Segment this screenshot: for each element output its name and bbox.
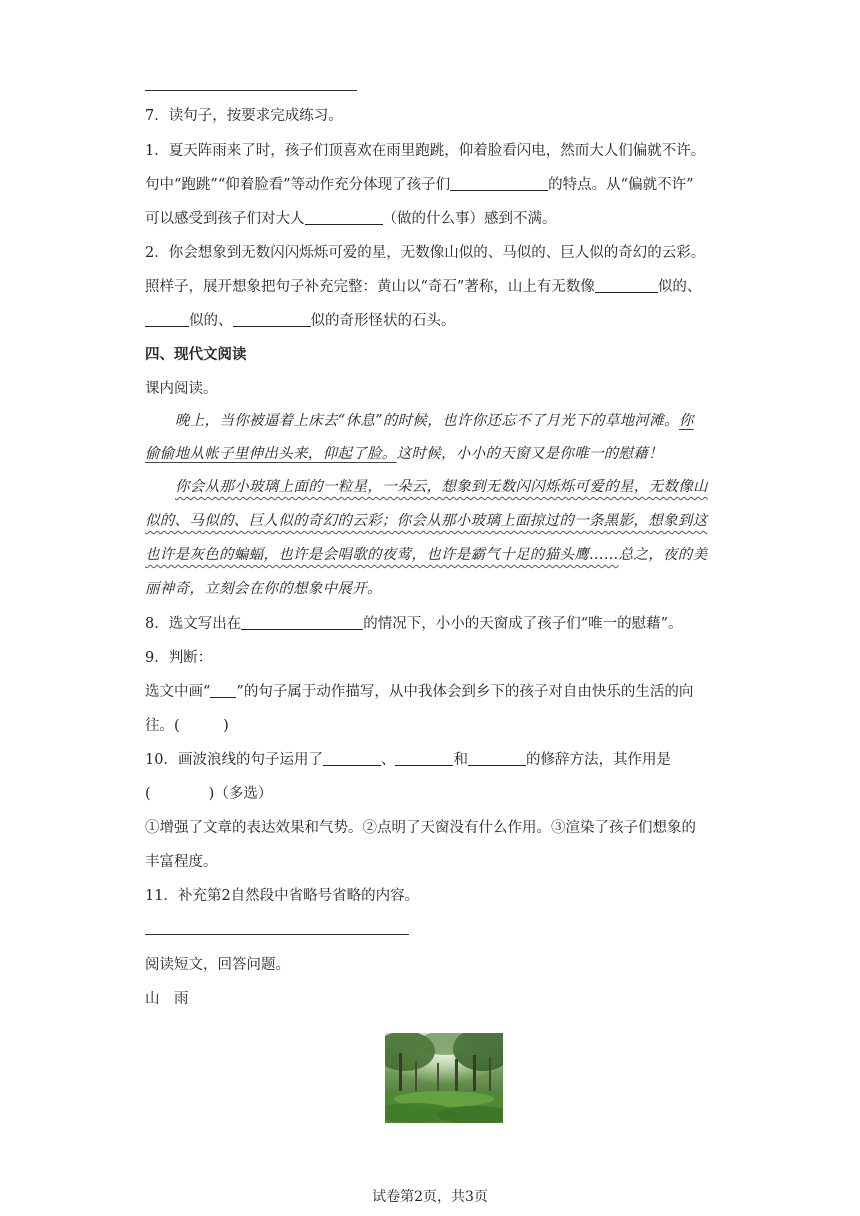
q7-s1-line1: 1．夏天阵雨来了时，孩子们顶喜欢在雨里跑跳，仰着脸看闪电，然而大人们偏就不许。	[145, 143, 706, 159]
blank[interactable]	[595, 278, 658, 293]
q10-line1: 10．画波浪线的句子运用了 、 和 的修辞方法，其作用是	[145, 752, 671, 768]
q10-options-line1: ①增强了文章的表达效果和气势。②点明了天窗没有什么作用。③渲染了孩子们想象的	[145, 820, 696, 836]
blank[interactable]	[210, 683, 236, 698]
page-footer: 试卷第2页，共3页	[372, 1189, 488, 1205]
blank[interactable]	[395, 751, 453, 766]
q9-line1: 选文中画“ ”的句子属于动作描写，从中我体会到乡下的孩子对自由快乐的生活的向	[145, 684, 694, 700]
reading-intro: 课内阅读。	[145, 381, 218, 397]
blank[interactable]	[233, 312, 311, 327]
answer-line	[145, 90, 357, 91]
q7-s2-line2: 照样子，展开想象把句子补充完整：黄山以“奇石”著称，山上有无数像 似的、	[145, 279, 702, 295]
passage-p2-line4: 丽神奇，立刻会在你的想象中展开。	[145, 581, 382, 597]
blank[interactable]	[468, 751, 526, 766]
underlined-sentence: 偷偷地从帐子里伸出头来，仰起了脸。	[145, 446, 397, 462]
q10-options-line2: 丰富程度。	[145, 854, 218, 870]
blank[interactable]	[241, 615, 363, 630]
passage-p2-line2: 似的、马似的、巨人似的奇幻的云彩；你会从那小玻璃上面掠过的一条黑影，想象到这	[145, 513, 708, 529]
q7-title: 7．读句子，按要求完成练习。	[145, 108, 343, 124]
reading2-title: 山 雨	[145, 991, 189, 1007]
q9-title: 9．判断：	[145, 650, 213, 666]
blank[interactable]	[305, 210, 383, 225]
passage-p2-line3: 也许是灰色的蝙蝠，也许是会唱歌的夜莺，也许是霸气十足的猫头鹰……总之，夜的美	[145, 547, 708, 563]
q9-line2: 往。( )	[145, 718, 229, 734]
q10-line2: ( )（多选）	[145, 786, 273, 802]
section-heading: 四、现代文阅读	[145, 346, 247, 363]
q7-s2-line3: 似的、 似的奇形怪状的石头。	[145, 311, 456, 331]
q8: 8．选文写出在 的情况下，小小的天窗成了孩子们“唯一的慰藉”。	[145, 616, 683, 632]
q7-s2-line1: 2．你会想象到无数闪闪烁烁可爱的星，无数像山似的、马似的、巨人似的奇幻的云彩。	[145, 245, 706, 261]
answer-line	[145, 934, 409, 935]
forest-image	[385, 1033, 503, 1123]
passage-p1-line2: 偷偷地从帐子里伸出头来，仰起了脸。这时候，小小的天窗又是你唯一的慰藉！	[145, 446, 664, 462]
reading2-intro: 阅读短文，回答问题。	[145, 957, 290, 973]
blank[interactable]	[323, 751, 381, 766]
q7-s1-line3: 可以感受到孩子们对大人 （做的什么事）感到不满。	[145, 211, 557, 227]
passage-p2-line1: 你会从那小玻璃上面的一粒星，一朵云，想象到无数闪闪烁烁可爱的星，无数像山	[175, 479, 708, 495]
passage-p1-line1: 晚上，当你被逼着上床去“休息”的时候，也许你还忘不了月光下的草地河滩。你	[175, 413, 694, 429]
blank[interactable]	[145, 312, 189, 327]
q7-s1-line2: 句中“跑跳”“仰着脸看”等动作充分体现了孩子们 的特点。从“偏就不许”	[145, 177, 694, 193]
q11-title: 11．补充第2自然段中省略号省略的内容。	[145, 888, 420, 904]
blank[interactable]	[450, 176, 548, 191]
